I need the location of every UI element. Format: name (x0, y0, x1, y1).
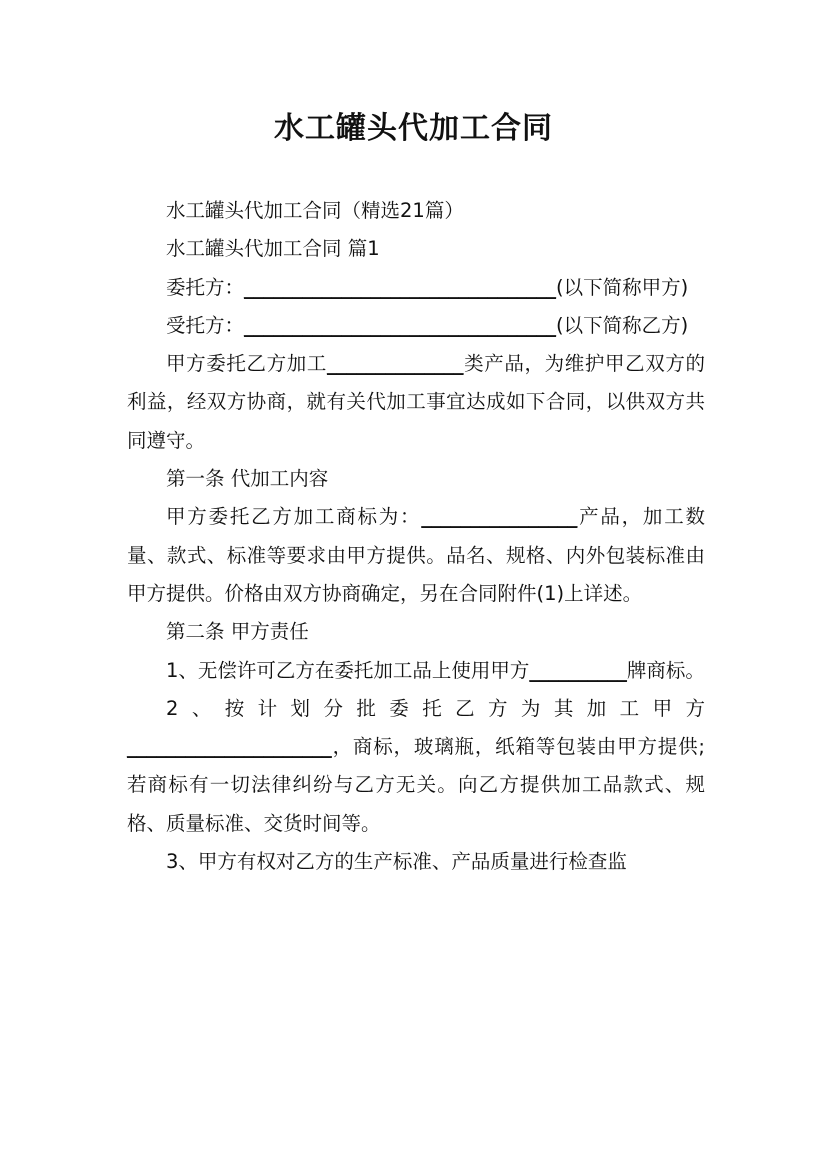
subtitle: 水工罐头代加工合同（精选21篇） (166, 199, 464, 222)
article-2-title: 第二条 甲方责任 (166, 620, 309, 644)
article-1-text-a: 甲方委托乙方加工商标为： (166, 505, 422, 529)
intro-paragraph (127, 345, 705, 460)
document-body (127, 192, 705, 881)
article-1-title: 第一条 代加工内容 (166, 467, 329, 491)
client-suffix: (以下简称甲方) (556, 275, 689, 299)
contractor-blank: ________________________________ (244, 313, 557, 337)
intro-blank: ______________ (327, 352, 464, 376)
item-2-text-b: ，商标，玻璃瓶，纸箱等包装由甲方提供;若商标有一切法律纠纷与乙方无关。向乙方提供加工品款式、规格、质量标准、交货时间等。 (127, 735, 705, 835)
section-heading: 水工罐头代加工合同 篇1 (166, 237, 380, 261)
article-1-blank: ________________ (421, 505, 578, 529)
item-2-blank: _____________________ (127, 735, 332, 759)
item-2-text-a: 2、按计划分批委托乙方为其加工甲方 (166, 696, 705, 720)
item-1-text-b: 牌商标。 (626, 658, 705, 682)
item-1-blank: __________ (529, 658, 627, 682)
client-blank: ________________________________ (244, 275, 557, 299)
intro-text-a: 甲方委托乙方加工 (166, 352, 327, 376)
item-2-paragraph (127, 690, 705, 843)
contractor-label: 受托方： (166, 313, 245, 337)
article-1-paragraph (127, 498, 705, 613)
document-title: 水工罐头代加工合同 (274, 111, 553, 146)
item-1-text-a: 1、无偿许可乙方在委托加工品上使用甲方 (166, 658, 530, 682)
item-1-paragraph (127, 652, 705, 690)
contractor-line (127, 307, 705, 345)
client-label: 委托方： (166, 275, 245, 299)
contractor-suffix: (以下简称乙方) (556, 313, 689, 337)
item-3-paragraph: 3、甲方有权对乙方的生产标准、产品质量进行检查监 (166, 850, 627, 874)
article-1-text-b: 产品，加工数量、款式、标准等要求由甲方提供。品名、规格、内外包装标准由甲方提供。价格由双方协商确定，另在合同附件(1)上详述。 (127, 505, 705, 605)
intro-text-b: 类产品，为维护甲乙双方的利益，经双方协商，就有关代加工事宜达成如下合同，以供双方共同遵守。 (127, 352, 705, 452)
client-line (127, 269, 705, 307)
